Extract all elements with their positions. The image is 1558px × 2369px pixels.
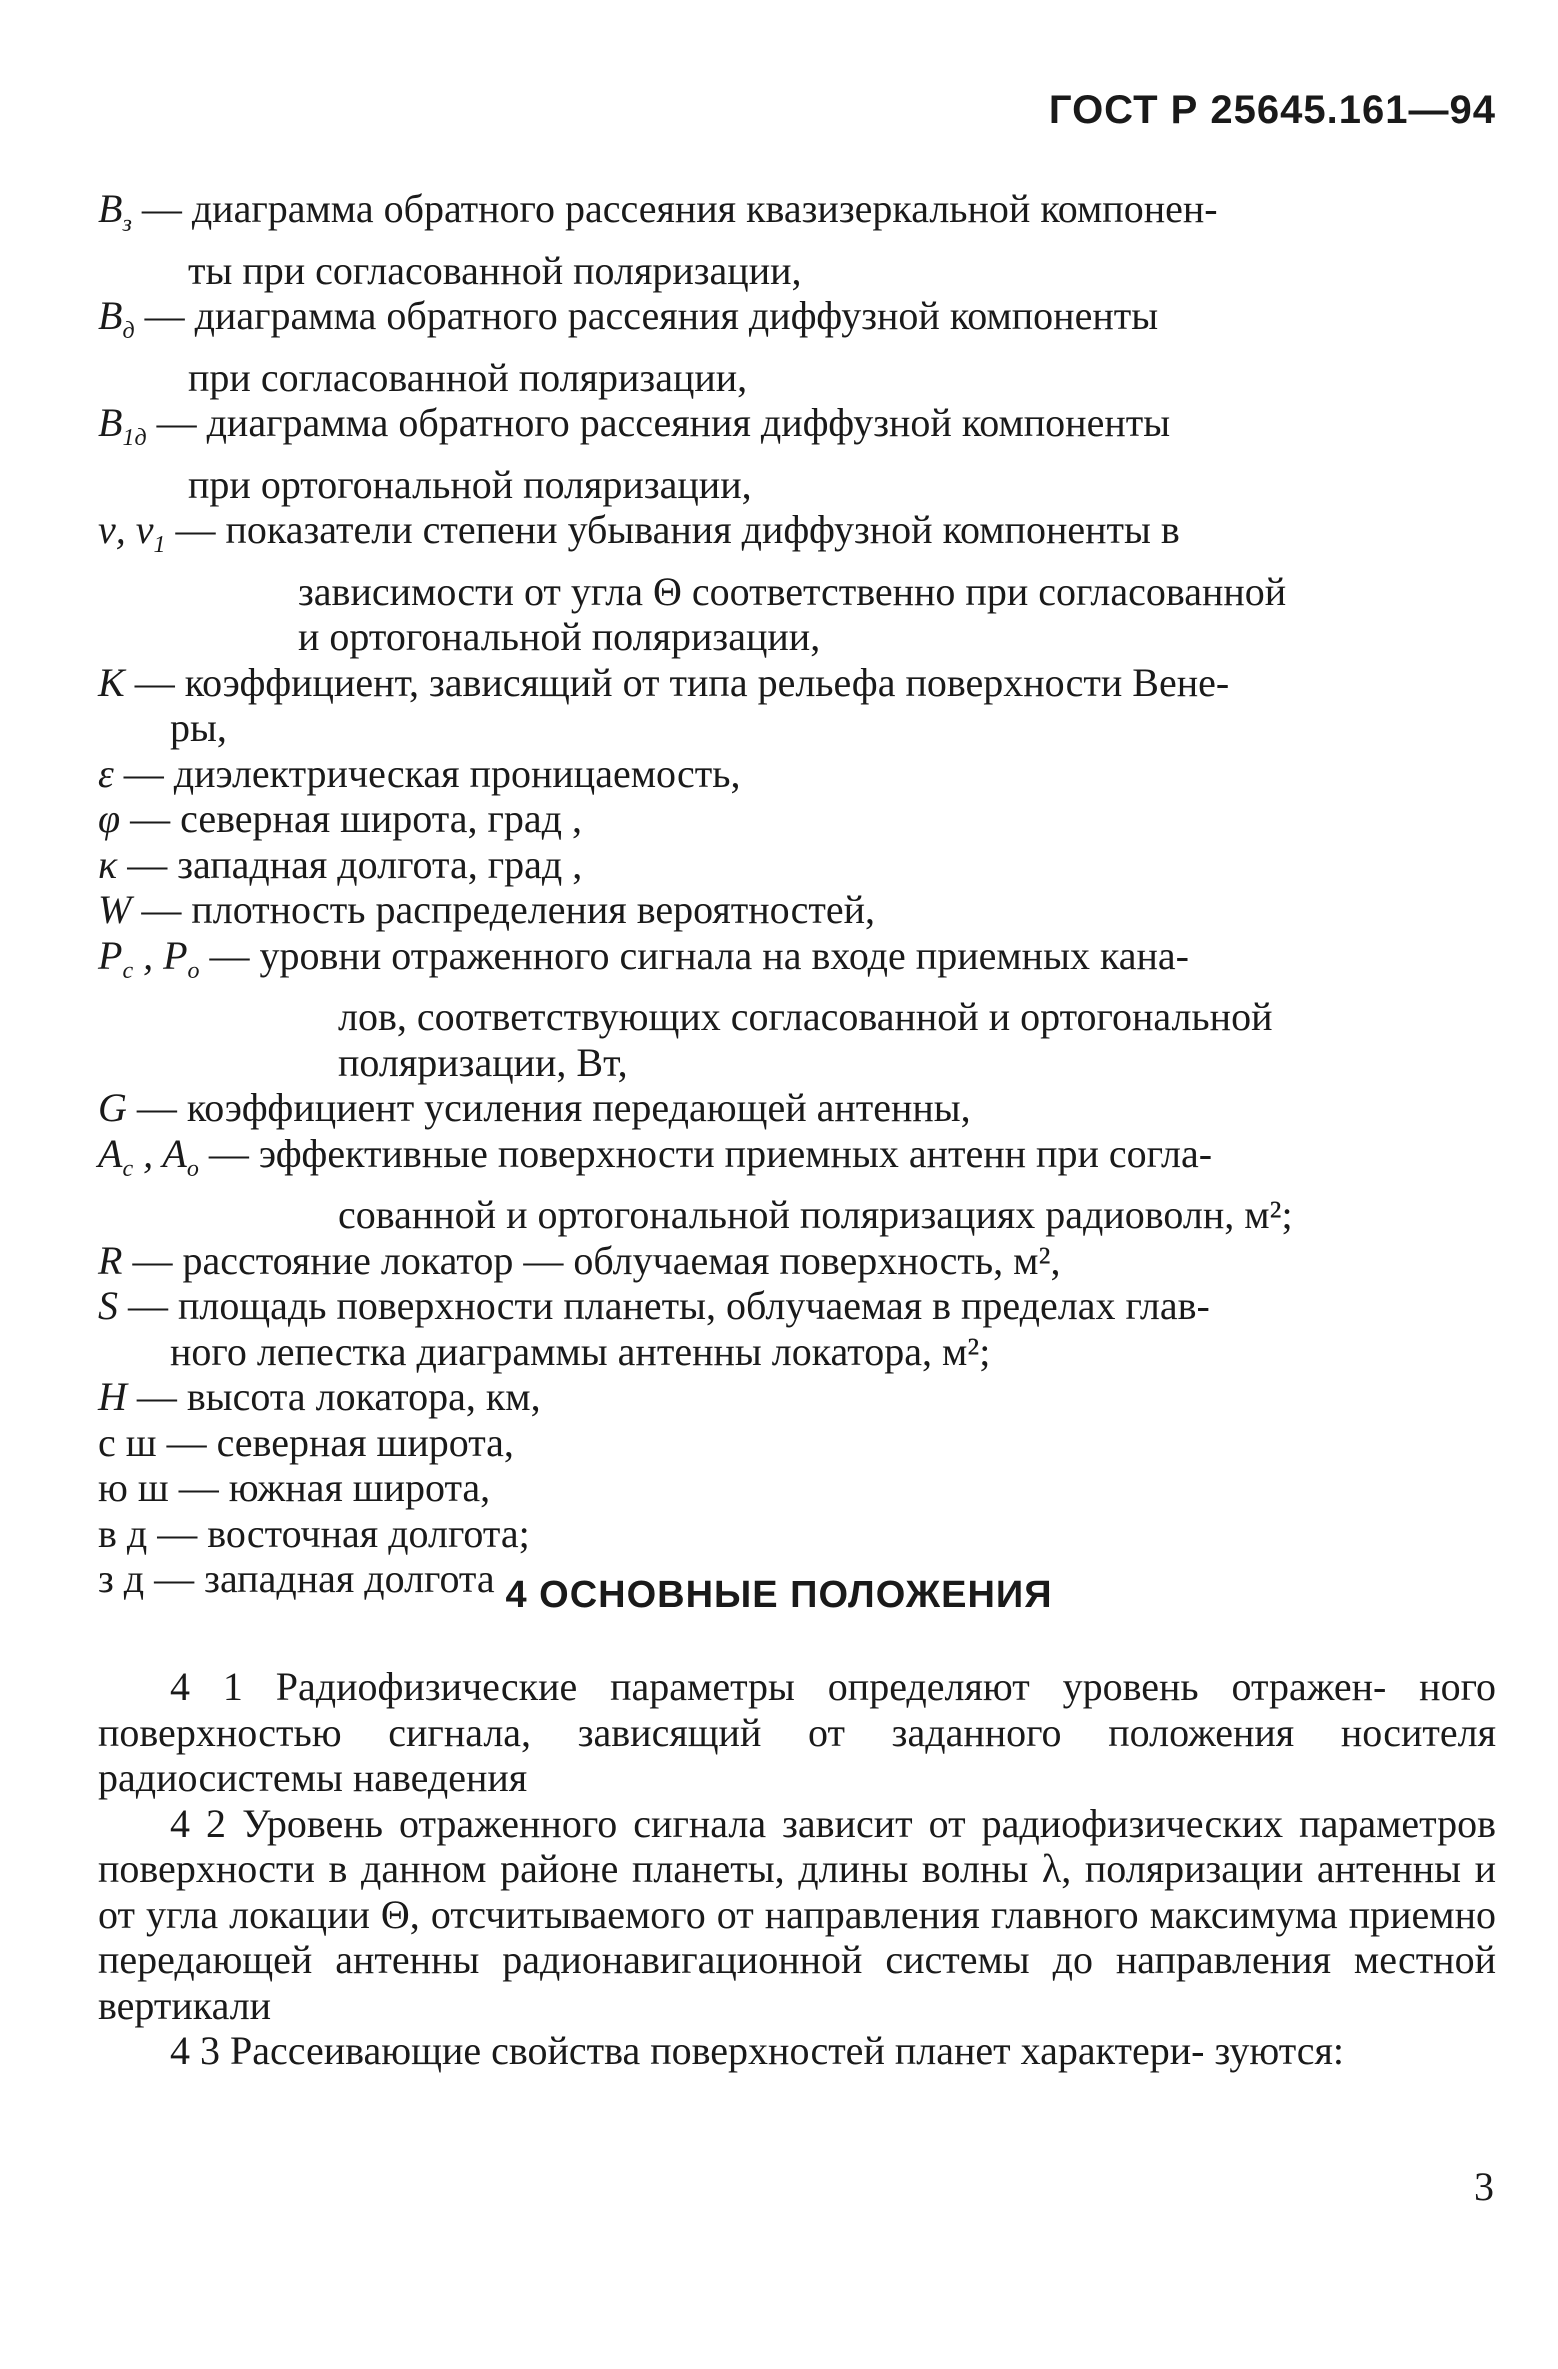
document-code: ГОСТ Р 25645.161—94 xyxy=(1048,88,1496,132)
paragraph: 4 2 Уровень отраженного сигнала зависит от радиофизических параметров поверхности в данном районе планеты, длины волны λ, поляризации антенны и от угла локации Θ, отсчитываемого от направления главного максимума приемно передающей антенны радионавигационной системы до направления местной вертикали xyxy=(98,1800,1496,2028)
definitions-list xyxy=(98,186,1498,1602)
definition-text: западная долгота, град , xyxy=(177,841,583,887)
definition-item: з д — западная долгота xyxy=(98,1556,495,1601)
definition-text: северная широта, xyxy=(216,1419,514,1465)
definition-text: коэффициент, зависящий от типа рельефа поверхности Вене- xyxy=(184,659,1230,705)
definition-term: $B_{1д}$ xyxy=(98,400,147,451)
definition-text-continued: сованной и ортогональной поляризациях радиоволн, м²; xyxy=(338,1192,1293,1237)
definition-item: $B_{1д}$ — диаграмма обратного рассеяния диффузной компоненты xyxy=(98,400,1171,451)
definition-term: $A_c$ , $A_о$ xyxy=(98,1130,199,1182)
definition-text: диаграмма обратного рассеяния диффузной компоненты xyxy=(194,293,1159,338)
definition-item: ν, $\nu_1$ — показатели степени убывания диффузной компоненты в xyxy=(98,507,1180,558)
definition-item: $B_з$ — диаграмма обратного рассеяния квазизеркальной компонен- xyxy=(98,186,1218,237)
definition-term: $B_з$ xyxy=(98,186,132,237)
definition-item: с ш — северная широта, xyxy=(98,1419,514,1465)
definition-text-continued: лов, соответствующих согласованной и ортогональной xyxy=(338,994,1273,1039)
definition-text-continued: ры, xyxy=(170,705,227,750)
definition-item: R — расстояние локатор — облучаемая поверхность, м², xyxy=(98,1237,1061,1283)
definition-text-continued: при согласованной поляризации, xyxy=(188,354,748,400)
definition-text: восточная долгота; xyxy=(207,1510,530,1556)
definition-text: коэффициент усиления передающей антенны, xyxy=(186,1085,971,1130)
definition-text: показатели степени убывания диффузной компоненты в xyxy=(225,507,1180,552)
definition-term: S xyxy=(98,1283,118,1328)
definition-term: $B_д$ xyxy=(98,293,135,344)
definition-term: $P_c$ , $P_о$ xyxy=(98,932,200,984)
definition-term: в д xyxy=(98,1510,148,1556)
definition-text-continued: при ортогональной поляризации, xyxy=(188,461,752,507)
definition-term: ε xyxy=(98,750,114,796)
definition-text-continued: поляризации, Вт, xyxy=(338,1039,628,1085)
definition-term: з д xyxy=(98,1556,145,1601)
definition-item: в д — восточная долгота; xyxy=(98,1510,530,1556)
definition-item: κ — западная долгота, град , xyxy=(98,841,583,887)
definition-item: $P_c$ , $P_о$ — уровни отраженного сигнала на входе приемных кана- xyxy=(98,932,1190,984)
definition-term: G xyxy=(98,1085,127,1130)
definition-text-continued: зависимости от угла Θ соответственно при согласованной xyxy=(298,568,1287,614)
definition-text-continued: ного лепестка диаграммы антенны локатора, м²; xyxy=(170,1328,991,1374)
definition-term: W xyxy=(98,887,132,932)
definition-term: κ xyxy=(98,841,118,887)
definition-item: $B_д$ — диаграмма обратного рассеяния диффузной компоненты xyxy=(98,293,1159,344)
definition-term: φ xyxy=(98,796,121,841)
page-number: 3 xyxy=(1474,2164,1494,2209)
definition-item: ю ш — южная широта, xyxy=(98,1465,491,1510)
definition-term: H xyxy=(98,1374,127,1419)
definition-text: диэлектрическая проницаемость, xyxy=(173,750,741,796)
definition-text: диаграмма обратного рассеяния квазизеркальной компонен- xyxy=(191,186,1218,231)
definition-text: эффективные поверхности приемных антенн при согла- xyxy=(258,1130,1213,1176)
definition-text: северная широта, град , xyxy=(180,796,583,841)
definition-text: расстояние локатор — облучаемая поверхность, м², xyxy=(182,1237,1061,1283)
section-heading: 4 ОСНОВНЫЕ ПОЛОЖЕНИЯ xyxy=(505,1574,1053,1616)
definition-item: H — высота локатора, км, xyxy=(98,1374,541,1419)
definition-item: K — коэффициент, зависящий от типа рельефа поверхности Вене- xyxy=(98,659,1230,705)
definition-term: R xyxy=(98,1237,123,1283)
definition-text: уровни отраженного сигнала на входе приемных кана- xyxy=(259,932,1190,978)
definition-text-continued: ты при согласованной поляризации, xyxy=(188,247,802,293)
definition-text: южная широта, xyxy=(228,1465,491,1510)
definition-term: ю ш xyxy=(98,1465,169,1510)
definition-text: западная долгота xyxy=(204,1556,495,1601)
definition-text: диаграмма обратного рассеяния диффузной компоненты xyxy=(206,400,1171,445)
definition-item: S — площадь поверхности планеты, облучаемая в пределах глав- xyxy=(98,1283,1210,1328)
definition-term: с ш xyxy=(98,1419,157,1465)
definition-item: G — коэффициент усиления передающей антенны, xyxy=(98,1085,971,1130)
definition-term: K xyxy=(98,659,125,705)
definition-text: высота локатора, км, xyxy=(186,1374,541,1419)
section-body xyxy=(98,1664,1496,2074)
definition-item: φ — северная широта, град , xyxy=(98,796,583,841)
definition-text-continued: и ортогональной поляризации, xyxy=(298,614,821,659)
definition-item: $A_c$ , $A_о$ — эффективные поверхности приемных антенн при согла- xyxy=(98,1130,1213,1182)
definition-text: площадь поверхности планеты, облучаемая в пределах глав- xyxy=(178,1283,1210,1328)
definition-item: W — плотность распределения вероятностей, xyxy=(98,887,876,932)
definition-text: плотность распределения вероятностей, xyxy=(191,887,876,932)
paragraph: 4 3 Рассеивающие свойства поверхностей планет характери- зуются: xyxy=(170,2028,1345,2073)
paragraph: 4 1 Радиофизические параметры определяют уровень отражен- ного поверхностью сигнала, зависящий от заданного положения носителя радиосистемы наведения xyxy=(98,1664,1496,1800)
definition-term: ν, $\nu_1$ xyxy=(98,507,166,558)
definition-item: ε — диэлектрическая проницаемость, xyxy=(98,750,741,796)
